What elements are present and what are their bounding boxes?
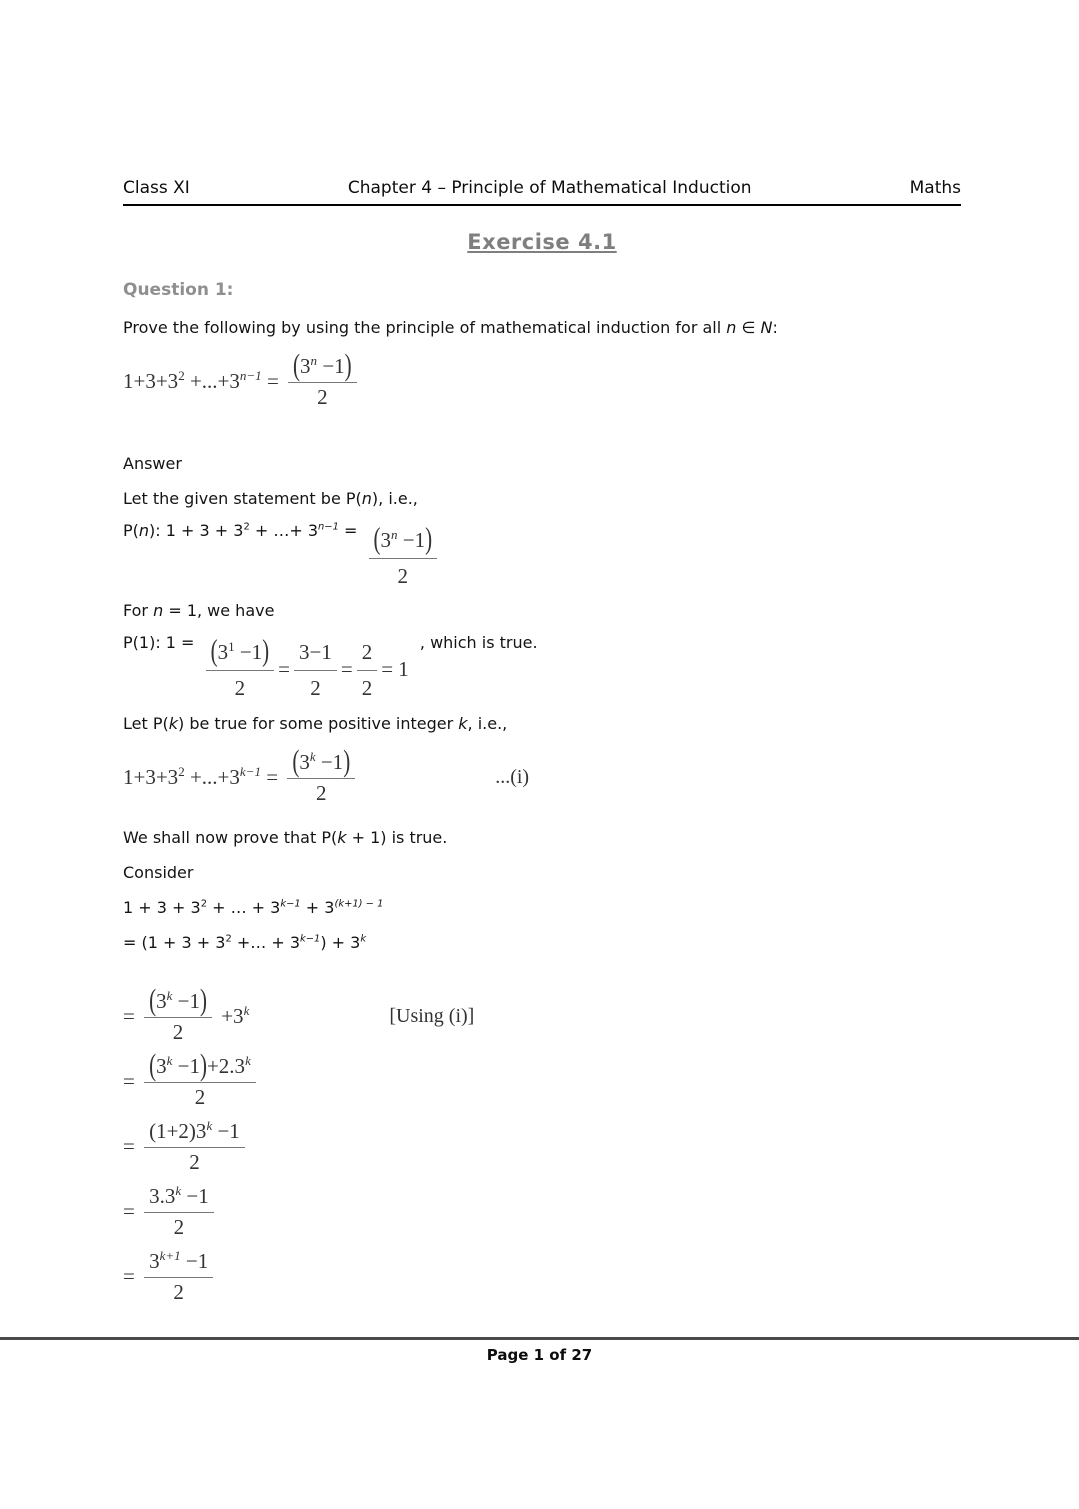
footer-rule <box>0 1337 1079 1340</box>
step-1-equation: = $\frac{(3^k -1)}{2}$ $+3^k$ <box>123 982 250 1045</box>
equation-main: $1+3+3^2 +...+3^{n-1}$ = $\frac{(3^n -1)}{2}$ <box>123 353 357 410</box>
expansion-line-1: $1 + 3 + 3^2$ + … + $3^{k-1} + 3^{(k+1) - 1}$ <box>123 898 384 918</box>
let-statement-line: Let the given statement be P(n), i.e., <box>123 489 418 509</box>
step-4-row <box>123 1183 961 1240</box>
pn-definition-line <box>123 519 961 592</box>
step-2-row <box>123 1047 961 1110</box>
p1-check-line <box>123 631 961 704</box>
p1-math-chain: $\frac{(3^1 -1)}{2}$ = $\frac{3-1}{2}$ = $\frac{2}{2}$ = 1 <box>206 636 409 704</box>
expansion-line-2: = ($1 + 3 + 3^2$ +… + $3^{k-1}) + 3^k$ <box>123 933 367 953</box>
header-subject: Maths <box>909 178 961 198</box>
consider-label: Consider <box>123 862 194 882</box>
step-3-row <box>123 1118 961 1175</box>
header-chapter-title: Chapter 4 – Principle of Mathematical Induction <box>347 178 752 198</box>
step-4-equation: = $\frac{3.3^k -1}{2}$ <box>123 1183 214 1240</box>
equation-i: $1+3+3^2 +...+3^{k-1}$ = $\frac{(3^k -1)}{2}$ <box>123 749 355 806</box>
page-number: Page 1 of 27 <box>486 1346 593 1364</box>
header-class: Class XI <box>123 178 190 198</box>
equation-i-label: ...(i) <box>495 765 530 788</box>
exercise-title: Exercise 4.1 <box>467 230 617 254</box>
step-5-equation: = $\frac{3^{k+1} -1}{2}$ <box>123 1248 213 1305</box>
for-n1-line: For n = 1, we have <box>123 601 275 621</box>
prove-next-line: We shall now prove that P(k + 1) is true. <box>123 827 448 847</box>
equation-main-row <box>123 347 961 410</box>
p1-prefix: P(1): 1 = <box>123 632 195 652</box>
answer-label: Answer <box>123 454 182 474</box>
question-label: Question 1: <box>123 280 234 300</box>
p1-suffix: , which is true. <box>419 632 538 652</box>
using-label: [Using (i)] <box>389 1005 475 1028</box>
step-3-equation: = $\frac{(1+2)3^k -1}{2}$ <box>123 1118 245 1175</box>
page-header <box>123 178 961 206</box>
step-5-row <box>123 1248 961 1305</box>
pn-fraction: $\frac{(3^n -1)}{2}$ <box>369 524 438 592</box>
let-pk-line: Let P(k) be true for some positive integer k, i.e., <box>123 713 508 733</box>
question-prompt: Prove the following by using the principle of mathematical induction for all n ∈ N: <box>123 318 778 337</box>
step-2-equation: = $\frac{(3^k -1)+2.3^k}{2}$ <box>123 1053 256 1110</box>
step-1-row <box>123 982 961 1045</box>
equation-i-row <box>123 742 961 806</box>
pn-prefix: P(n): $1 + 3 + 3^2$ + …+ $3^{n-1}$ = <box>123 520 358 540</box>
